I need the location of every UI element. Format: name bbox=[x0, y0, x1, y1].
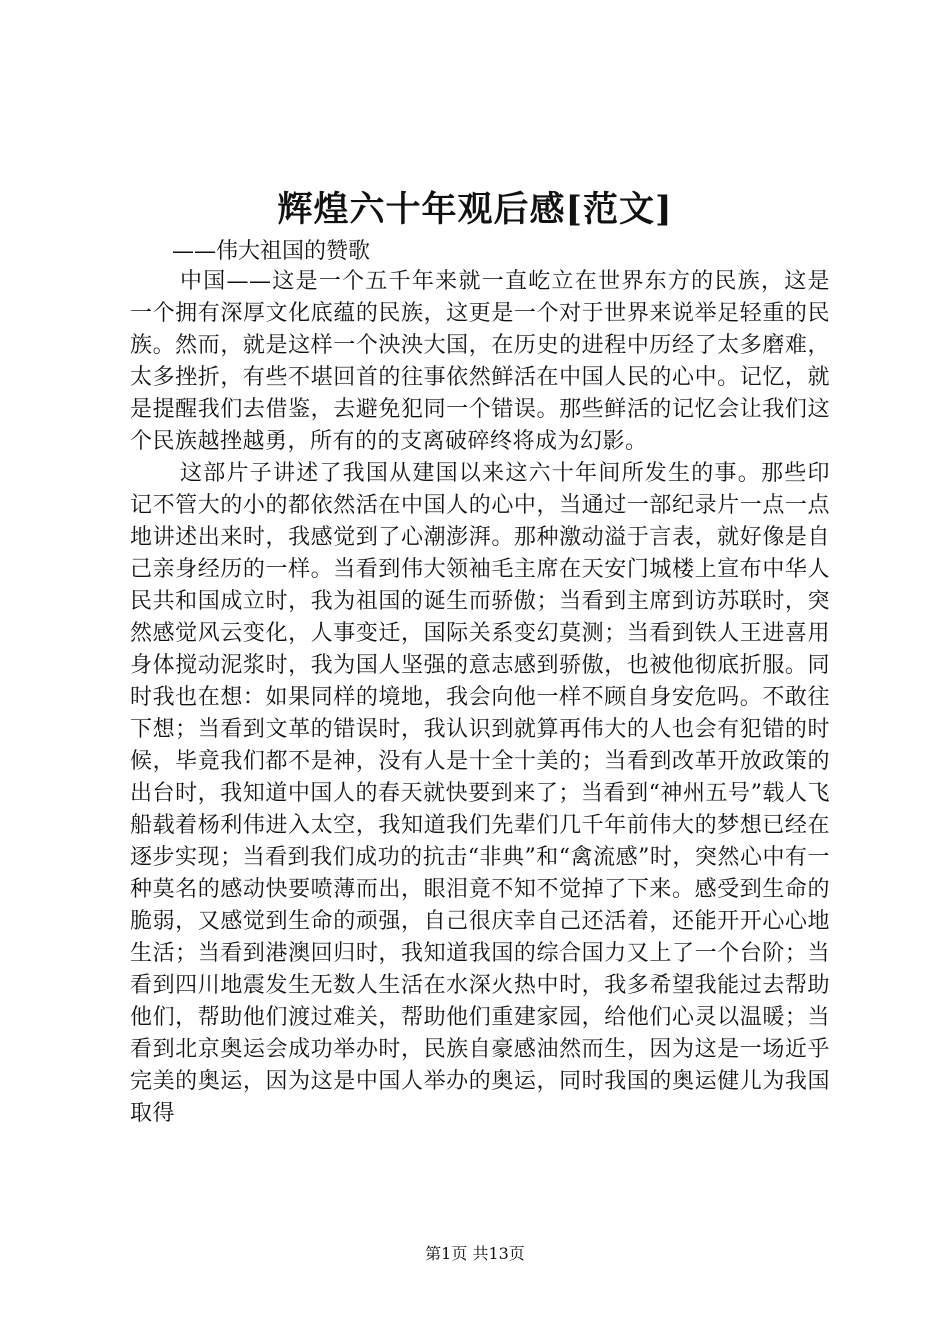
paragraph: 这部片子讲述了我国从建国以来这六十年间所发生的事。那些印记不管大的小的都依然活在中国人的心中，当通过一部纪录片一点一点地讲述出来时，我感觉到了心潮澎湃。那种激动溢于言表，就好像是自己亲身经历的一样。当看到伟大领袖毛主席在天安门城楼上宣布中华人民共和国成立时，我为祖国的诞生而骄傲；当看到主席到访苏联时，突然感觉风云变化，人事变迁，国际关系变幻莫测；当看到铁人王进喜用身体搅动泥浆时，我为国人坚强的意志感到骄傲，也被他彻底折服。同时我也在想：如果同样的境地，我会向他一样不顾自身安危吗。不敢往下想；当看到文革的错误时，我认识到就算再伟大的人也会有犯错的时候，毕竟我们都不是神，没有人是十全十美的；当看到改革开放政策的出台时，我知道中国人的春天就快要到来了；当看到“神州五号”载人飞船载着杨利伟进入太空，我知道我们先辈们几千年前伟大的梦想已经在逐步实现；当看到我们成功的抗击“非典”和“禽流感”时，突然心中有一种莫名的感动快要喷薄而出，眼泪竟不知不觉掉了下来。感受到生命的脆弱，又感觉到生命的顽强，自己很庆幸自己还活着，还能开开心心地生活；当看到港澳回归时，我知道我国的综合国力又上了一个台阶；当看到四川地震发生无数人生活在水深火热中时，我多希望我能过去帮助他们，帮助他们渡过难关，帮助他们重建家园，给他们心灵以温暖；当看到北京奥运会成功举办时，民族自豪感油然而生，因为这是一场近乎完美的奥运，因为这是中国人举办的奥运，同时我国的奥运健儿为我国取得 bbox=[130, 461, 830, 1126]
document-body bbox=[130, 266, 830, 1130]
document-title: 辉煌六十年观后感[范文] bbox=[277, 189, 673, 230]
document-subtitle: ——伟大祖国的赞歌 bbox=[172, 239, 371, 264]
paragraph: 中国——这是一个五千年来就一直屹立在世界东方的民族，这是一个拥有深厚文化底蕴的民族，这更是一个对于世界来说举足轻重的民族。然而，就是这样一个泱泱大国，在历史的进程中历经了太多磨难，太多挫折，有些不堪回首的往事依然鲜活在中国人民的心中。记忆，就是提醒我们去借鉴，去避免犯同一个错误。那些鲜活的记忆会让我们这个民族越挫越勇，所有的的支离破碎终将成为幻影。 bbox=[130, 269, 830, 454]
page-footer: 第1页 共13页 bbox=[425, 1244, 525, 1263]
